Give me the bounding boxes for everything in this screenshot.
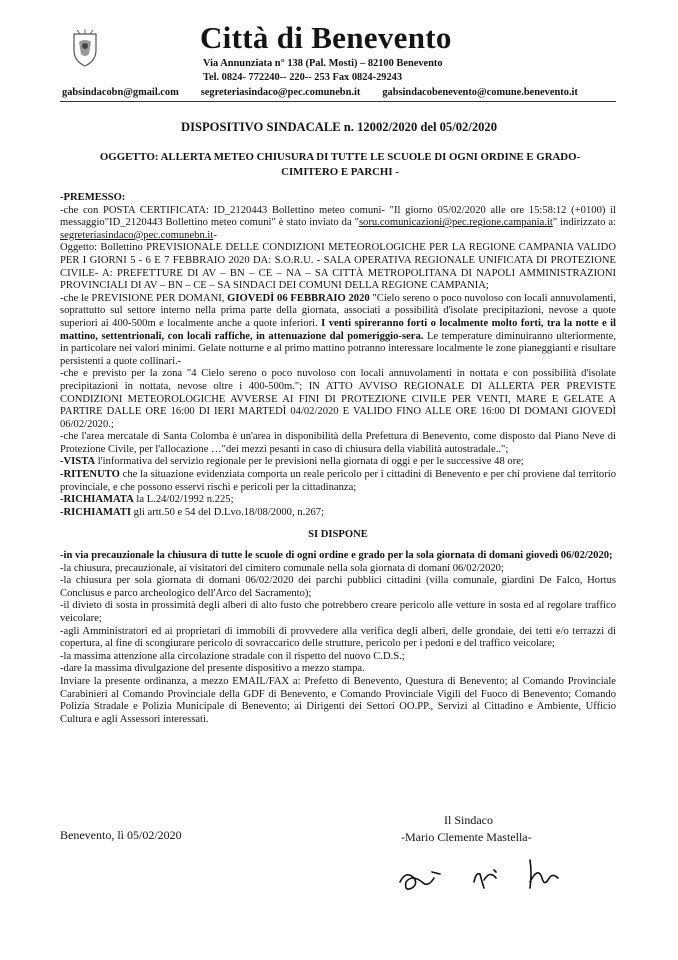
paragraph-zona: -che e previsto per la zona "4 Cielo sereno o poco nuvoloso con locali annuvolamenti in nottata e con possibilità d'isolate precipitazioni in nottata, nevose oltre i 400-500m."; IN ATTO AVVISO REGIONALE DI ALLERTA PER PREVISTE CONDIZIONI METEOROLOGICHE AVVERSE AI FINI DI PROTEZIONE CIVILE PER VENTI, MARE E GELATE A PARTIRE DALLE ORE 16:00 DI IERI MARTEDÌ 04/02/2020 E VALIDO FINO ALLE ORE 16:00 DI DOMANI GIOVEDÌ 06/02/2020.; [60,368,616,430]
disposition-schools: -in via precauzionale la chiusura di tutte le scuole di ogni ordine e grado per la sola giornata di domani giovedì 06/02/2020; [60,550,613,562]
paragraph-ritenuto: -RITENUTO che la situazione evidenziata comporta un reale pericolo per i cittadini di Benevento e per chi proviene dal territorio provinciale, e che possono esservi rischi e pericoli per la cittadinanza; [60,469,616,493]
city-title: Città di Benevento [200,20,452,55]
email-pec: segreteriasindaco@pec.comunebn.it [200,87,361,98]
document-title: DISPOSITIVO SINDACALE n. 12002/2020 del 05/02/2020 [180,120,498,134]
disposition-cemetery: -la chiusura, precauzionale, ai visitatori del cimitero comunale nella sola giornata di domani 06/02/2020; [60,562,504,574]
subject [80,150,600,180]
paragraph-richiamati: -RICHIAMATI gli artt.50 e 54 del D.Lvo.18/08/2000, n.267; [60,506,325,518]
disposition-press: -dare la massima divulgazione del presente dispositivo a mezzo stampa. [60,663,365,675]
signer-name: -Mario Clemente Mastella- [401,830,532,844]
paragraph-richiamata: -RICHIAMATA la L.24/02/1992 n.225; [60,494,234,506]
subject-line-1: OGGETTO: ALLERTA METEO CHIUSURA DI TUTTE LE SCUOLE DI OGNI ORDINE E GRADO- [99,151,581,163]
phone-fax-line: Tel. 0824- 772240-- 220-- 253 Fax 0824-29243 [203,72,403,83]
header-divider [60,101,616,102]
premesso-heading: -PREMESSO: [60,192,126,203]
city-crest-icon [68,28,102,68]
si-dispone-heading: SI DISPONE [308,529,368,541]
address-line: Via Annunziata n° 138 (Pal. Mosti) – 82100 Benevento [203,58,443,69]
paragraph-vista: -VISTA l'informativa del servizio regionale per le previsioni nella giornata di oggi e per le successive 48 ore; [60,456,524,468]
disposition-parking: -il divieto di sosta in prossimità degli alberi di alto fusto che potrebbero creare pericolo alle vetture in sosta ed al regolare traffico veicolare; [60,600,616,624]
email-comune: gabsindacobenevento@comune.benevento.it [382,87,578,98]
disposition-parks: -la chiusura per sola giornata di domani 06/02/2020 dei parchi pubblici cittadini (villa comunale, giardini De Falco, Hortus Conclusus e parco archeologico dell'Arco del Sacramento); [60,575,616,599]
document-body [60,192,616,726]
email-link-soru[interactable]: soru.comunicazioni@pec.regione.campania.it [358,217,553,229]
email-link-segreteria[interactable]: segreteriasindaco@pec.comunebn.it [60,229,214,241]
disposition-buildings: -agli Amministratori ed ai proprietari di immobili di provvedere alla verifica degli alberi, delle grondaie, dei tetti e/o terrazzi di copertura, al fine di scongiurare pericolo di sovraccarico delle strutture, pericolo per i pedoni e del traffico veicolare; [60,625,616,650]
subject-line-2: CIMITERO E PARCHI - [281,166,399,178]
paragraph-area-mercatale: -che l'area mercatale di Santa Colomba è un'area in disponibilità della Prefettura di Benevento, come disposto dal Piano Neve di Protezione Civile, per l'allocazione …"dei mezzi pesanti in caso di chiusura della viabilità autostradale.."; [60,431,616,455]
disposition-traffic: -la massima attenzione alla circolazione stradale con il rispetto del nuovo C.D.S.; [60,650,405,662]
signer-role: Il Sindaco [444,813,493,827]
handwritten-signature [392,852,572,902]
distribution-list: Inviare la presente ordinanza, a mezzo EMAIL/FAX a: Prefetto di Benevento, Questura di Benevento; al Comando Provinciale Carabinieri al Comando Provinciale della GDF di Benevento, e Comando Provinciale Vigili del Fuoco di Benevento; Comando Polizia Stradale e Polizia Municipale di Benevento; ai Dirigenti dei Settori OO.PP., Servizi al Cittadino e Ambiente, Ufficio Cultura e agli Assessori interessati. [60,675,616,725]
email-list [62,87,578,98]
email-gmail: gabsindacobn@gmail.com [62,87,179,98]
paragraph-pec: -che con POSTA CERTIFICATA: ID_2120443 Bollettino meteo comuni- "Il giorno 05/02/2020 alle ore 15:58:12 (+0100) il messaggio"ID_2120443 Bollettino meteo comuni" è stato inviato da "soru.comunicazioni@pec.regione.campania.it" indirizzato a: segreteriasindaco@pec.comunebn.it- [60,204,616,241]
paragraph-previsione: -che le PREVISIONE PER DOMANI, GIOVEDÌ 06 FEBBRAIO 2020 "Cielo sereno o poco nuvoloso con locali annuvolamenti, soprattutto sul settore interno nella prima parte della giornata, associati a possibilità d'isolate precipitazioni, nevose a quote superiori ai 400-500m e localmente anche a quote inferiori. I venti spireranno forti o localmente molto forti, tra la notte e il mattino, settentrionali, con locali raffiche, in attenuazione dal pomeriggio-sera. Le temperature diminuiranno ulteriormente, in particolare nei valori minimi. Gelate notturne e al primo mattino potranno interessare localmente le zone pianeggianti e risultare persistenti a quote collinari.- [60,292,616,367]
paragraph-oggetto: Oggetto: Bollettino PREVISIONALE DELLE CONDIZIONI METEOROLOGICHE PER LA REGIONE CAMPANIA VALIDO PER I GIORNI 5 - 6 E 7 FEBBRAIO 2020 DA: S.O.R.U. - SALA OPERATIVA REGIONALE UNIFICATA DI PROTEZIONE CIVILE- A: PREFETTURE DI AV – BN – CE – NA – SA CITTÀ METROPOLITANA DI NAPOLI AMMINISTRAZIONI PROVINCIALI DI AV – BN – CE – SA SINDACI DEI COMUNI DELLA REGIONE CAMPANIA; [60,242,616,292]
place-date: Benevento, lì 05/02/2020 [60,828,182,842]
